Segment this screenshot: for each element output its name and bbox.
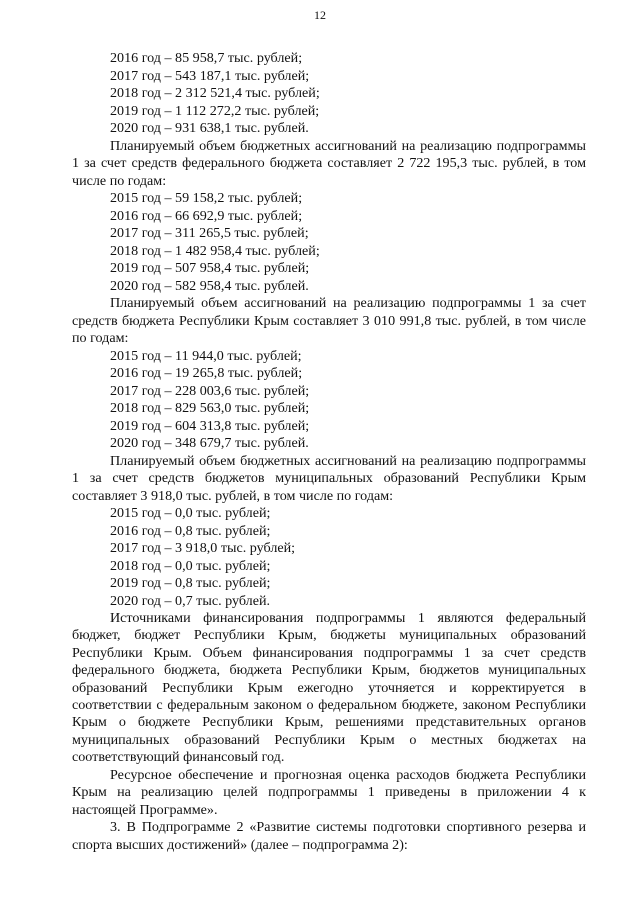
funding-list-total [72, 50, 586, 138]
list-item: 2016 год – 85 958,7 тыс. рублей; [110, 50, 303, 66]
funding-list-municipal [72, 505, 586, 610]
paragraph-municipal-budget: Планируемый объем бюджетных ассигнований на реализацию подпрограммы 1 за счет средств бюджетов муниципальных образований Республики Крым составляет 3 918,0 тыс. рублей, в том числе по годам: [72, 452, 586, 504]
list-item: 2019 год – 1 112 272,2 тыс. рублей; [110, 102, 320, 119]
list-item: 2017 год – 228 003,6 тыс. рублей; [110, 382, 310, 399]
list-item: 2016 год – 0,8 тыс. рублей; [110, 522, 271, 539]
list-item: 2019 год – 0,8 тыс. рублей; [110, 575, 271, 591]
list-item: 2019 год – 604 313,8 тыс. рублей; [110, 417, 310, 434]
paragraph-resource-provision: Ресурсное обеспечение и прогнозная оценка расходов бюджета Республики Крым на реализацию целей подпрограммы 1 приведены в приложении 4 к настоящей Программе». [72, 766, 586, 818]
paragraph-subprogram-2: 3. В Подпрограмме 2 «Развитие системы подготовки спортивного резерва и спорта высших достижений» (далее – подпрограмма 2): [72, 819, 586, 853]
list-item: 2015 год – 0,0 тыс. рублей; [110, 505, 271, 521]
funding-list-crimea [72, 348, 586, 453]
funding-list-federal [72, 190, 586, 295]
list-item: 2020 год – 0,7 тыс. рублей. [110, 592, 271, 609]
paragraph-federal-budget: Планируемый объем бюджетных ассигнований на реализацию подпрограммы 1 за счет средств федерального бюджета составляет 2 722 195,3 тыс. рублей, в том числе по годам: [72, 137, 586, 189]
list-item: 2015 год – 59 158,2 тыс. рублей; [110, 190, 303, 206]
page-number: 12 [314, 8, 326, 22]
list-item: 2016 год – 19 265,8 тыс. рублей; [110, 365, 303, 381]
list-item: 2017 год – 543 187,1 тыс. рублей; [110, 67, 310, 84]
list-item: 2018 год – 1 482 958,4 тыс. рублей; [110, 242, 320, 259]
list-item: 2017 год – 311 265,5 тыс. рублей; [110, 225, 309, 241]
list-item: 2020 год – 348 679,7 тыс. рублей. [110, 435, 309, 451]
list-item: 2019 год – 507 958,4 тыс. рублей; [110, 260, 310, 276]
document-body [72, 50, 586, 854]
list-item: 2018 год – 0,0 тыс. рублей; [110, 557, 271, 574]
list-item: 2018 год – 2 312 521,4 тыс. рублей; [110, 85, 320, 101]
list-item: 2015 год – 11 944,0 тыс. рублей; [110, 347, 302, 364]
list-item: 2020 год – 582 958,4 тыс. рублей. [110, 277, 309, 294]
paragraph-crimea-budget: Планируемый объем ассигнований на реализацию подпрограммы 1 за счет средств бюджета Республики Крым составляет 3 010 991,8 тыс. рублей, в том числе по годам: [72, 295, 586, 346]
list-item: 2018 год – 829 563,0 тыс. рублей; [110, 400, 310, 416]
paragraph-funding-sources: Источниками финансирования подпрограммы 1 являются федеральный бюджет, бюджет Республики Крым, бюджеты муниципальных образований Республики Крым. Объем финансирования подпрограммы 1 за счет средств федерального бюджета, бюджета Республики Крым, бюджетов муниципальных образований Республики Крым ежегодно уточняется и корректируется в соответствии с федеральным законом о федеральном бюджете, законом Республики Крым о бюджете Республики Крым, решениями представительных органов муниципальных образований Республики Крым о местных бюджетах на соответствующий финансовый год. [72, 610, 586, 766]
list-item: 2017 год – 3 918,0 тыс. рублей; [110, 540, 296, 556]
list-item: 2020 год – 931 638,1 тыс. рублей. [110, 120, 309, 136]
list-item: 2016 год – 66 692,9 тыс. рублей; [110, 207, 303, 224]
